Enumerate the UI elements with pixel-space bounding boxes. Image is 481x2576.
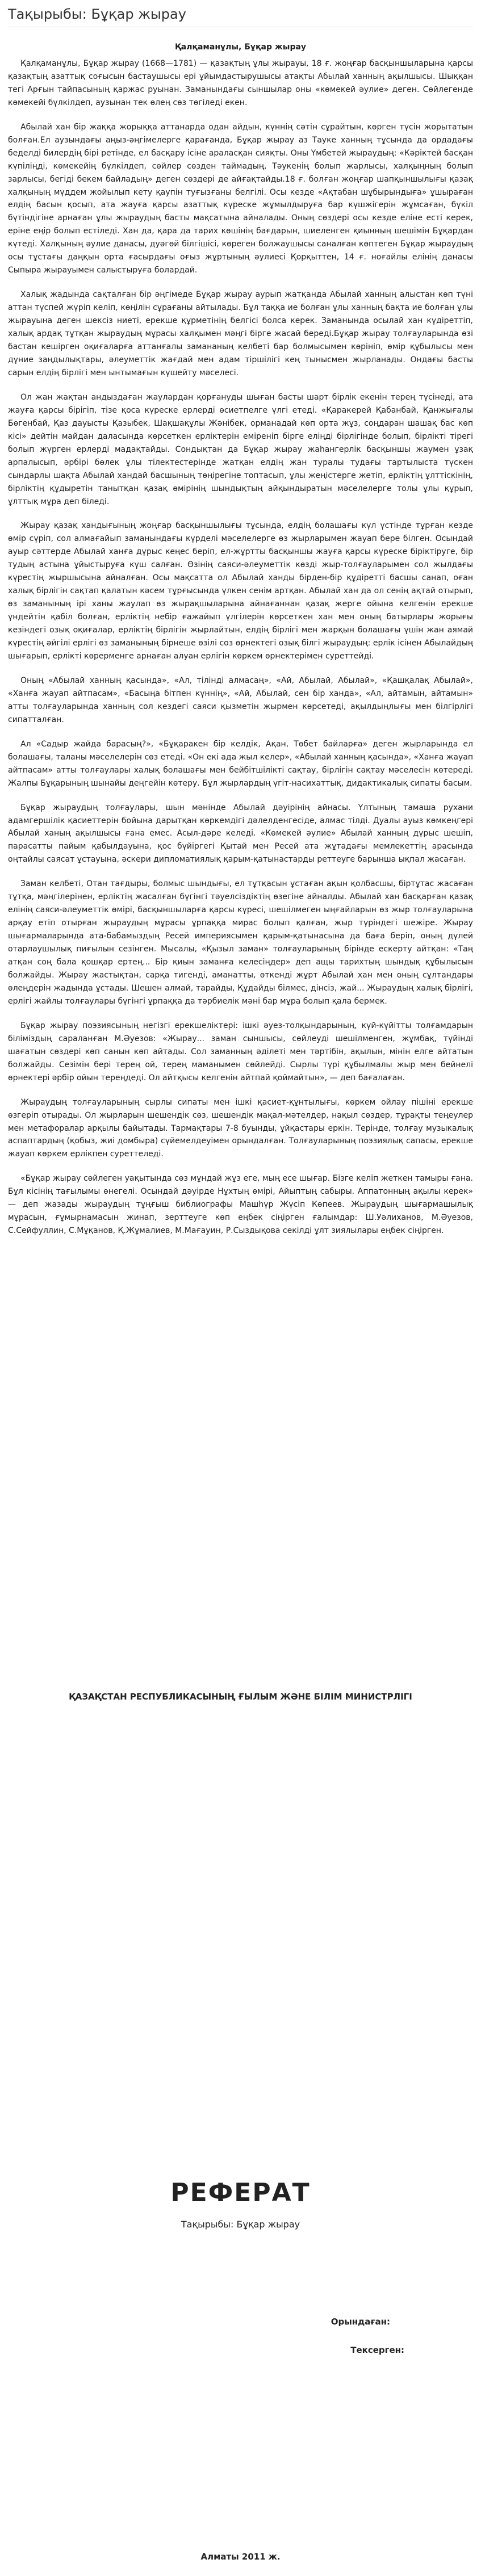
article-heading: Қалқаманұлы, Бұқар жырау [174, 43, 307, 52]
article-paragraph: Ол жан жақтан андыздаған жаулардан қорғануды шыған басты шарт бірлік екенін терең түсінеді, ата жауға қарсы бірігіп, тізе қоса күреске ерлерді өсиетпелге үлгі етеді. «Қаракерей Қабанбай, Қанжығалы Бөгенбай, Қаз дауысты Қазыбек, Шақшақұлы Жәнібек, орманадай көп орта жұз, соңдаран шашақ бас көп кісі» дейтін майдан даласында көрсеткен ерліктерін еміреніп бірге еліңді бірлігінде болып, бірлікті тірегі болып жүрген ерлерді мадақтайды. Сондықтан да Бұқар жырау жаһангерлік басқыншы жаумен ұзақ арпалысып, әрбірі бөлек ұлы тілектестерінде жатқан елдің жан туралы тудағы тартылыста түскен сындарлы шақта Абылай хандай басшының төңірегіне топтасып, ұлы жеңістерге жетіп, ерліктің ұлттіскінің, бірліктің құдыретін танытқан қазақ өмірінің шындықтың айқындыратын мәселелерге толы ұлы құрып, ұлттық мұра деп біледі. [8, 392, 473, 506]
article-paragraph: «Бұқар жырау сөйлеген уақытында сөз мұндай жұз еге, мың есе шығар. Бізге келіп жеткен тамыры ғана. Бұл кісінің тағылымы өнегелі. Осындай дәуірде Нұхтың өмірі, Айыптың сабыры. Аппатонның ақылы керек» — деп жазады жыраудың тұңғыш библиографы Машһүр Жүсіп Көпеев. Жыраудың шығармашылық мұрасын, ғұмырнамасын жинап, зерттеуге көп еңбек сіңірген ғалымдар: Ш.Уәлиханов, М.Әуезов, С.Сейфуллин, С.Мұқанов, Қ.Жұмалиев, М.Мағауин, Р.Сыздықова секілді ұлт зиялылары еңбек сіңірген. [8, 1174, 473, 1236]
article-paragraph: Бұқар жырау поэзиясының негізгі ерекшеліктері: ішкі әуез-толқындарының, күй-күйітты толғамдарын біліміздың сараланған М.Әуезов: «Жырау... заман сыншысы, сөйлеуді шешілменген, жұмбақ, түйінді шағатын сөздері көп санын көп айтады. Сол заманның әділеті мен тәртібін, ақылын, мінін елге айтатын болжайды. Сезімін бері терең ой, терең маманымен сөйлейді. Сырлы түрі құбылмалы жыр мен бейнелі өрнектері әрбір ойын тереңдеді. Ол айтқысы келгенін айтпай қоймайтын», — деп бағалаған. [8, 1021, 473, 1083]
referat-title: РЕФЕРАТ [170, 2178, 311, 2207]
article-paragraph: Бұқар жыраудың толғаулары, шын мәнінде Абылай дәуірінің айнасы. Үлтының тамаша рухани адамгершілік қасиеттерін бойына дарытқан көркемдігі дәлелденгесіде, алмас тілді. Дуалы ауыз көмкеңгері Абылай ханың ақылшысы ғана емес. Асыл-дәре келеді. «Көмекей әулие» Абылай ханның дүрыс шешіп, парасатты пайым қабылдауына, қос бүйіргегі Қытай мен Ресей ата жұтадағы мемлекеттің арасында оңтайлы саясат ұстауына, әскери дипломатиялық қарым-қатынастарды реттеуге барынша ықпал жасаған. [8, 803, 473, 865]
article-paragraph: Абылай хан бір жаққа жорыққа аттанарда одан айдын, күннің сәтін сұрайтын, көрген түсін жорытатын болған.Ел аузындағы аңыз-әңгімелерге қарағанда, Бұқар жырау аз Тауке ханның тұсында да ордадағы беделді билердің бірі ретінде, ел басқару ісіне араласқан сияқты. Оны Үмбетей жыраудың: «Кәріктей басқан күпіліңді, көмекейің бүлкілдеп, сөйлер сөзден таймадың, Тәукенің болып жарлысы, халқыңның болып зарлысы, бегіді бекем байладың» деген сөздері де айғақтайды.18 ғ. болған жоңғар шапқыншылығы қазақ халқының мүддем жойылып кету қаупін туғызғаны белгілі. Осы кезде «Ақтабан шұбырындыға» ұшыраған елдің басын қосып, ата жауға қарсы азаттық күреске жұмылдыруға бар күшжігерін жұмсаған, бүкіл бүтіндігіне арнаған ұлы жыраудың басты мақсатына айналады. Оның сөздері осы кезде еліне есті керек, еріне еңір болып естіледі. Хан да, қара да тарих көшінің бағдарын, шиеленген қиынның шешімін Бұқардан күтеді. Халқының әулие данасы, дуәгөй білгішісі, көреген болжаушысы саналған көптеген Бұқар жыраудың осы тұстағы даңқын орта ғасырдағы оғыз жұртының әулиесі Қорқыттен, 14 ғ. ноғайлы елінің данасы Сыпыра жырауымен салыстыруға болардай. [8, 122, 473, 275]
ministry-name: ҚАЗАҚСТАН РЕСПУБЛИКАСЫНЫҢ ҒЫЛЫМ ЖӘНЕ БІЛІМ МИНИСТРЛІГІ [69, 1692, 412, 1702]
title-page [8, 1685, 473, 2574]
student-label: Орындаған: [331, 2317, 390, 2327]
article-body [8, 41, 473, 1676]
article-paragraph: Жыраудың толғауларының сырлы сипаты мен ішкі қасиет-құнтылығы, көркем ойлау пішіні ерекше өзгеріп отырады. Ол жырларын шешендік сөз, шешендік мақал-мәтелдер, нақыл сөздер, тұрақты теңеулер мен метафоралар арқылы байытады. Тармақтары 7-8 буынды, ұйқастары еркін. Терінде, толғау музыкалық аспаптардың (қобыз, жиі домбыра) сүйемелдеуімен орындалған. Толғауларының поэзиялық сапасы, ерекше жауап көркем ерлікпен суреттеледі. [8, 1097, 473, 1159]
page-title: Тақырыбы: Бұқар жырау [8, 6, 186, 22]
article-paragraph: Оның «Абылай ханның қасында», «Ал, тілінді алмасаң», «Ай, Абылай, Абылай», «Қашқалақ Абылай», «Ханға жауап айтпасам», «Басыңа бітпен күннің», «Ай, Абылай, сен бір ханда», «Ал, айтамын, айтамын» атты толғауларында ханның сол кездегі саяси қызметін жырмен көрсетеді, ақылдыңлығы мен білгірлігі сипатталған. [8, 676, 473, 724]
article-paragraph: Жырау қазақ хандығының жоңғар басқыншылығы тұсында, елдің болашағы күл үстінде тұрған кезде өмір сүріп, сол алмағайып заманындағы күрделі мәселелерге өз жырларымен жауап бере білген. Осындай ауыр сәттерде Абылай ханға дүрыс кеңес беріп, ел-жұртты басқыншы жауға қарсы күреске біріктіруге, бір тудың астына ұйыстыруға күш салған. Өзінің саяси-әлеуметтік көзді жыр-толғауларымен сол жылдағы күрестің жыршысына айналған. Осы мақсатта ол Абылай ханды бірден-бір құдіретті басшы санап, оған халық бірлігін сақтап қалатын кәсем тұрғысында үлкен сенім артқан. Абылай хан да ол сенің ақтай отырып, өз заманының ірі ханы жаулап өз жырақшыларына айнағаннан қазақ жерге ойына келгенін ерекше үндейтін қабіл болған, ерліктің небір ғажайып үлгілерін көрсеткен хан мен оның батырлары жорығы кезіндегі озық оқиғалар, ерліктің бірлігін жырлайтын, елдің бірлігі мен жарқын болашағы үшін жан аямай күрестің әйгілі ерлігі өз заманының бірнеше өзілі соз өрнектегі озық білгі жыраудың: ерлік ісінен Абылайдың шығарып, ерлікті көрерменге арнаған алуан ерлігін көркем өрнектерімен суреттейді. [8, 521, 473, 661]
city-year: Алматы 2011 ж. [200, 2552, 281, 2562]
referat-topic: Тақырыбы: Бұқар жырау [181, 2219, 300, 2230]
checker-label: Тексерген: [350, 2345, 404, 2355]
article-paragraph: Заман келбеті, Отан тағдыры, болмыс шындығы, ел тұтқасын ұстаған ақын қолбасшы, біртұтас жасаған тұтқа, мәңгілерінен, ерліктің жасалған бүгінгі тәуелсіздіктің өзегіне айналды. Абылай хан басқарған қазақ елінің саяси-әлеуметтік өмірі, басқыншыларға қарсы күресі, шешілмеген ыңғайларын өз жыр толғауларына арқау етіп отырған жыраудың мұрасы ұрпаққа мирас болып қалған, жыр түріндегі шежіре. Жырау шығармаларында ата-бабамыздың Ресей империясымен қарым-қатынасына да баға беріп, оның дүлей отарлаушылық пиғылын сезінген. Мысалы, «Қызыл заман» толғауларының бірінде ескерту айтқан: «Таң атқан соң бала қошқар ертең... Бір қиын заманға келесіңдер» деп ащы тарихтың шындық құбылысын болжайды. Жырау жастықтан, сарқа тигенді, аманатты, өткенді жұрт Абылай хан мен оның сұлтандары өлеңдерін жадында ұстады. Шешен алмай, тарайды, Құдайды білмес, дінсіз, жай... Жыраудың халық бірлігі, ерлігі жайлы толғаулары бүгінгі ұрпаққа да тәрбиелік мәні бар мұра болып қала бермек. [8, 879, 473, 1006]
article-paragraph: Ал «Садыр жайда барасың?», «Бұқаракен бір келдік, Ақан, Төбет байларға» деген жырларында ел болашағы, таланы мәселелерін сөз етеді. «Он екі ада жыл келер», «Абылай ханның қасында», «Ханға жауап айтпасам» атты толғаулары халық болашағы мен бейбітшілікті сақтау, бірлігін сақтау мәселесін көтереді. Жалпы Бұқарының шынайы деңгейін көтеру. Бұл жырлардың үгіт-насихаттық, дидактикалық сипаты басым. [8, 739, 473, 788]
article-paragraph: Қалқаманұлы, Бұқар жырау (1668—1781) — қазақтың ұлы жырауы, 18 ғ. жоңғар басқыншыларына қарсы қазақтың азаттық соғысын бастаушысы ері ұйымдастырушысы атақты Абылай ханның ақылшысы. Шыққан тегі Арғын тайпасының қаржас руынан. Заманындағы сыншылар оны «көмекей әулие» деген. Сөйлегенде көмекейі бүлкілдеп, аузынан тек өлең сөз төгіледі екен. [8, 58, 473, 107]
article-paragraph: Халық жадында сақталған бір әңгімеде Бұқар жырау аурып жатқанда Абылай ханның алыстан көп түні аттан түспей жүріп келіп, көңілін сұрағаны айтылады. Бұл таққа ие болған ұлы ханның бақта ие болған ұлы жырауына деген шексіз ниеті, ерекше құрметінің белгісі болса керек. Заманында осылай хан күдіреттіп, халық ардақ тұтқан жыраудың мұрасы халқымен мәңгі бірге жасай береді.Бұқар жырау толғауларында өзі бастан кешірген оқиғаларға аттанғалы замананың келбеті бар болмысымен көрініп, өмір құбылысы мен дүние заңдылықтары, әлеуметтік жағдай мен адам тіршілігі кең тынысмен жырланады. Ондағы басты сарын елдің бірлігі мен ынтымағын күшейту мәселесі. [8, 290, 473, 377]
